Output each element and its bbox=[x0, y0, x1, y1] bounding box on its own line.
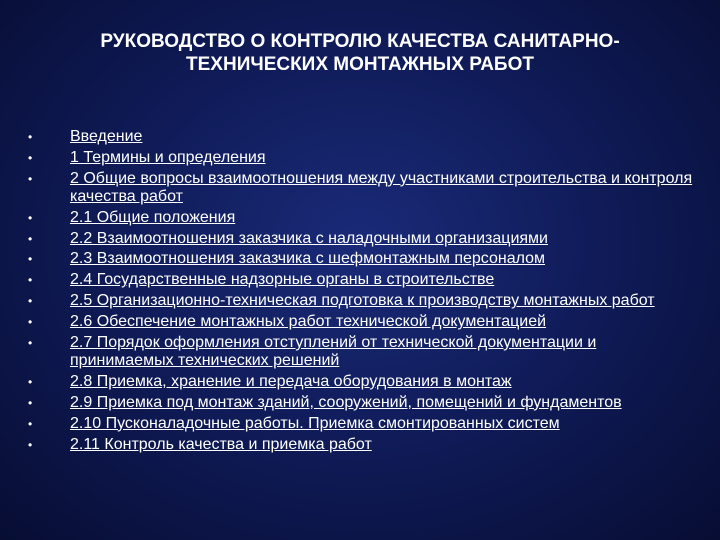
bullet-icon: • bbox=[28, 374, 33, 389]
toc-link-2-9[interactable]: 2.9 Приемка под монтаж зданий, сооружений, помещений и фундаментов bbox=[70, 393, 622, 411]
bullet-icon: • bbox=[28, 395, 33, 410]
toc-item-2-8 bbox=[28, 373, 698, 391]
toc-item-2-6 bbox=[28, 313, 698, 331]
bullet-icon: • bbox=[28, 315, 33, 330]
toc-link-2-2[interactable]: 2.2 Взаимоотношения заказчика с наладочными организациями bbox=[70, 229, 548, 247]
toc-link-introduction[interactable]: Введение bbox=[70, 128, 143, 145]
toc-item-2-4 bbox=[28, 271, 698, 289]
toc-item-2-2 bbox=[28, 230, 698, 248]
bullet-icon: • bbox=[28, 437, 33, 452]
toc-link-1[interactable]: 1 Термины и определения bbox=[70, 148, 266, 166]
toc-item-2 bbox=[28, 170, 698, 206]
toc-link-2-8[interactable]: 2.8 Приемка, хранение и передача оборудования в монтаж bbox=[70, 372, 512, 390]
toc-item-2-7 bbox=[28, 334, 698, 370]
toc-item-2-10 bbox=[28, 415, 698, 433]
toc-link-2-5[interactable]: 2.5 Организационно-техническая подготовка к производству монтажных работ bbox=[70, 292, 655, 310]
bullet-icon: • bbox=[28, 294, 33, 309]
toc-link-2[interactable]: 2 Общие вопросы взаимоотношения между участниками строительства и контроля качества работ bbox=[70, 169, 693, 205]
bullet-icon: • bbox=[28, 130, 33, 144]
toc-item-2-9 bbox=[28, 394, 698, 412]
bullet-icon: • bbox=[28, 171, 33, 186]
toc-link-2-6[interactable]: 2.6 Обеспечение монтажных работ технической документацией bbox=[70, 313, 547, 331]
toc-link-2-10[interactable]: 2.10 Пусконаладочные работы. Приемка смонтированных систем bbox=[70, 414, 560, 432]
toc-link-2-3[interactable]: 2.3 Взаимоотношения заказчика с шефмонтажным персоналом bbox=[70, 250, 546, 268]
toc-item-2-1 bbox=[28, 209, 698, 227]
bullet-icon: • bbox=[28, 150, 33, 165]
bullet-icon: • bbox=[28, 252, 33, 267]
toc-link-2-11[interactable]: 2.11 Контроль качества и приемка работ bbox=[70, 435, 372, 453]
toc-item-2-11 bbox=[28, 436, 698, 454]
bullet-icon: • bbox=[28, 336, 33, 351]
toc-item-1 bbox=[28, 149, 698, 167]
bullet-icon: • bbox=[28, 231, 33, 246]
toc-link-2-7[interactable]: 2.7 Порядок оформления отступлений от технической документации и принимаемых технических решений bbox=[70, 334, 597, 370]
toc-item-2-5 bbox=[28, 292, 698, 310]
slide-title: РУКОВОДСТВО О КОНТРОЛЮ КАЧЕСТВА САНИТАРНО-ТЕХНИЧЕСКИХ МОНТАЖНЫХ РАБОТ bbox=[100, 31, 620, 75]
toc-link-2-1[interactable]: 2.1 Общие положения bbox=[70, 208, 236, 226]
bullet-icon: • bbox=[28, 273, 33, 288]
table-of-contents bbox=[28, 128, 698, 456]
toc-item-introduction bbox=[28, 128, 698, 146]
toc-link-2-4[interactable]: 2.4 Государственные надзорные органы в строительстве bbox=[70, 271, 495, 289]
toc-item-2-3 bbox=[28, 250, 698, 268]
bullet-icon: • bbox=[28, 416, 33, 431]
bullet-icon: • bbox=[28, 210, 33, 225]
